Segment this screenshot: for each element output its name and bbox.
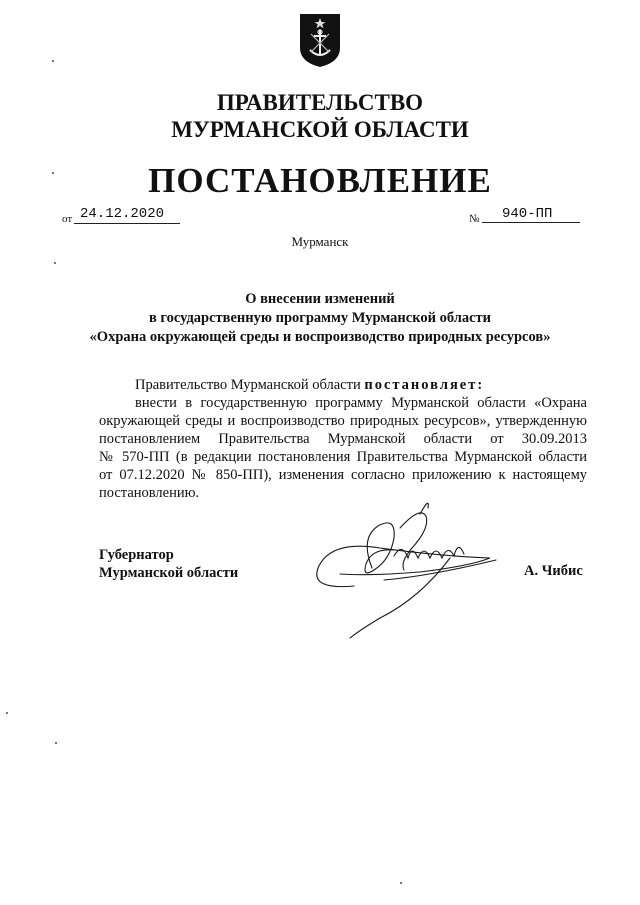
- scan-speck: [52, 60, 54, 62]
- body-line: постановлению.: [99, 485, 200, 501]
- preamble-verb: постановляет:: [364, 377, 485, 393]
- body-line: постановлением Правительства Мурманской области от 30.09.2013: [99, 431, 587, 447]
- body-line: окружающей среды и воспроизводство природных ресурсов», утвержденную: [99, 413, 587, 429]
- date-prefix-label: от: [62, 213, 73, 225]
- authority-name-line1: ПРАВИТЕЛЬСТВО: [216, 90, 424, 115]
- city-label: Мурманск: [291, 234, 349, 249]
- body-line: № 570-ПП (в редакции постановления Правительства Мурманской области: [99, 449, 587, 465]
- subject-line-2: в государственную программу Мурманской области: [148, 310, 492, 326]
- preamble: [135, 376, 484, 394]
- document-type-title: ПОСТАНОВЛЕНИЕ: [148, 161, 492, 200]
- preamble-subject: Правительство Мурманской области: [135, 377, 365, 393]
- signer-title-line1: Губернатор: [99, 547, 174, 563]
- body-line: внести в государственную программу Мурманской области «Охрана: [135, 395, 587, 411]
- scan-speck: [54, 262, 56, 264]
- number-prefix-label: №: [469, 213, 480, 225]
- signer-name: А. Чибис: [524, 563, 583, 579]
- scan-speck: [55, 742, 57, 744]
- authority-name-line2: МУРМАНСКОЙ ОБЛАСТИ: [171, 117, 469, 142]
- scan-speck: [52, 172, 54, 174]
- body-line: от 07.12.2020 № 850-ПП), изменения согласно приложению к настоящему: [99, 467, 587, 483]
- subject-line-1: О внесении изменений: [245, 291, 395, 307]
- coat-of-arms-icon: [298, 12, 342, 68]
- subject-line-3: «Охрана окружающей среды и воспроизводство природных ресурсов»: [89, 329, 551, 345]
- scan-speck: [400, 882, 402, 884]
- document-date: 24.12.2020: [74, 206, 180, 224]
- signer-title-line2: Мурманской области: [99, 565, 239, 581]
- handwritten-signature-icon: [300, 498, 510, 648]
- document-number: 940-ПП: [482, 206, 580, 223]
- scan-speck: [6, 712, 8, 714]
- decree-body: [99, 394, 587, 502]
